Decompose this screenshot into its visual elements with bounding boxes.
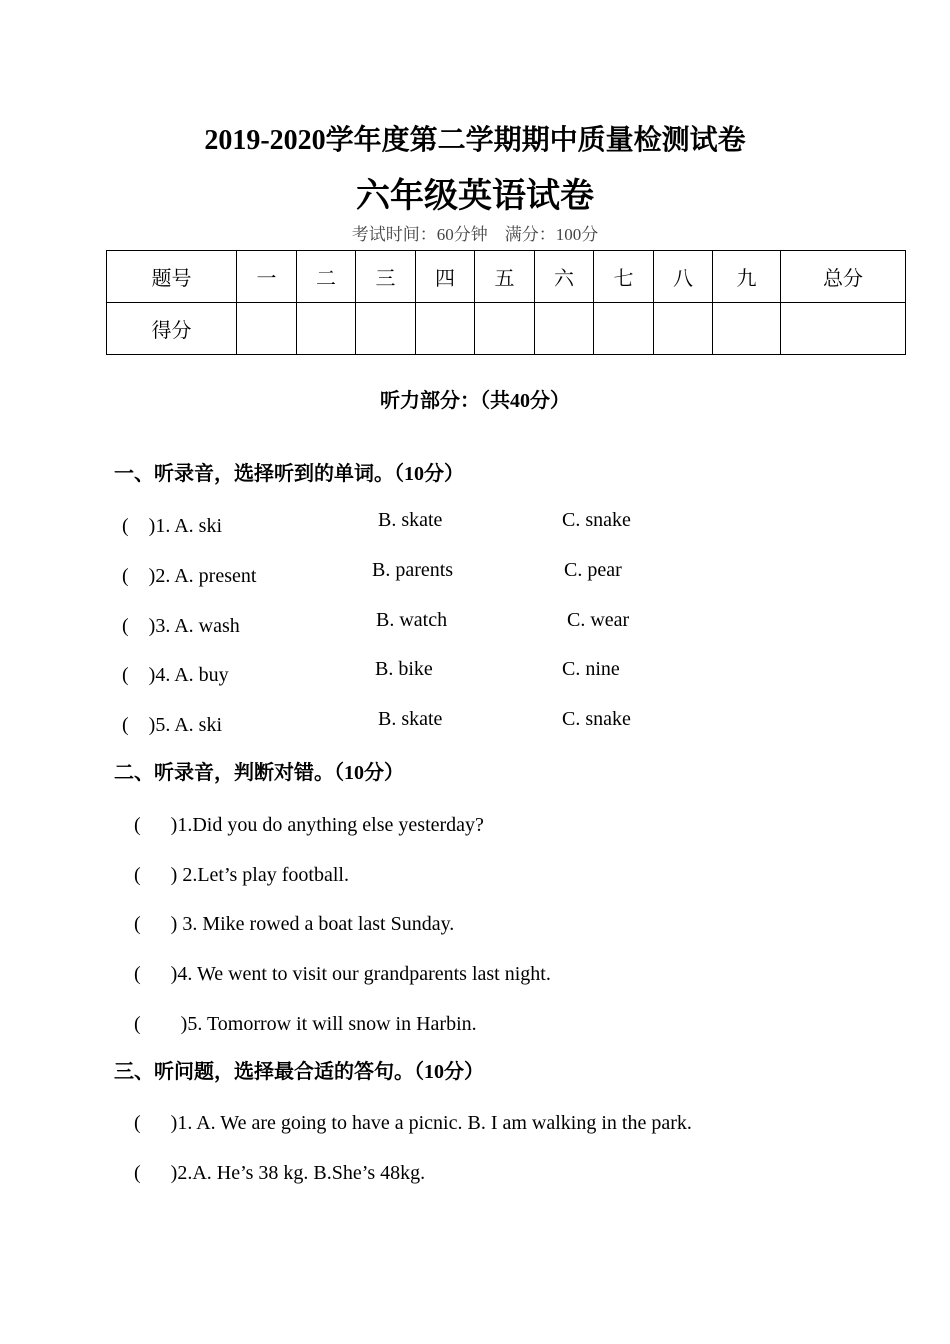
score-cell [654, 303, 713, 355]
table-header-cell: 九 [713, 251, 781, 303]
section-1-title: 一、听录音，选择听到的单词。（10分） [114, 463, 464, 485]
score-table [106, 250, 906, 355]
option-b: B. bike [375, 658, 433, 680]
table-header-cell: 题号 [107, 251, 237, 303]
question-number: ( )4. A. buy [122, 664, 229, 686]
score-cell [356, 303, 416, 355]
table-header-cell: 二 [297, 251, 356, 303]
exam-title: 2019-2020学年度第二学期期中质量检测试卷 [204, 125, 746, 156]
option-c: C. snake [562, 708, 631, 730]
question-number: ( )2. A. present [122, 565, 257, 587]
question-number: ( )5. A. ski [122, 714, 222, 736]
section-3-title: 三、听问题，选择最合适的答句。（10分） [114, 1061, 484, 1083]
section-2-title: 二、听录音，判断对错。（10分） [114, 762, 404, 784]
table-header-cell: 总分 [781, 251, 906, 303]
option-c: C. wear [567, 609, 630, 631]
exam-info: 考试时间：60分钟 满分：100分 [351, 225, 599, 244]
score-cell [297, 303, 356, 355]
option-b: B. skate [378, 509, 443, 531]
score-row-label: 得分 [107, 303, 237, 355]
table-header-cell: 六 [535, 251, 594, 303]
option-c: C. pear [564, 559, 622, 581]
list-item: ( ) 2.Let’s play football. [134, 864, 349, 886]
option-b: B. watch [376, 609, 448, 631]
list-item: ( )4. We went to visit our grandparents last night. [134, 963, 551, 985]
score-cell [237, 303, 297, 355]
score-cell [594, 303, 654, 355]
list-item: ( )2.A. He’s 38 kg. B.She’s 48kg. [134, 1162, 426, 1184]
part-title: 听力部分：（共40分） [380, 390, 570, 412]
score-cell [713, 303, 781, 355]
score-cell [416, 303, 475, 355]
score-table-score-row [107, 303, 906, 355]
table-header-cell: 四 [416, 251, 475, 303]
score-cell [475, 303, 535, 355]
list-item: ( )5. Tomorrow it will snow in Harbin. [134, 1013, 477, 1035]
score-cell [781, 303, 906, 355]
exam-subtitle: 六年级英语试卷 [356, 176, 594, 216]
score-table-header-row [107, 251, 906, 303]
table-header-cell: 八 [654, 251, 713, 303]
list-item: ( ) 3. Mike rowed a boat last Sunday. [134, 913, 455, 935]
option-c: C. snake [562, 509, 631, 531]
list-item: ( )1.Did you do anything else yesterday? [134, 814, 484, 836]
question-number: ( )3. A. wash [122, 615, 240, 637]
table-header-cell: 五 [475, 251, 535, 303]
list-item: ( )1. A. We are going to have a picnic. B. I am walking in the park. [134, 1112, 692, 1134]
option-b: B. parents [372, 559, 454, 581]
table-header-cell: 三 [356, 251, 416, 303]
table-header-cell: 七 [594, 251, 654, 303]
table-header-cell: 一 [237, 251, 297, 303]
score-cell [535, 303, 594, 355]
question-number: ( )1. A. ski [122, 515, 222, 537]
option-b: B. skate [378, 708, 443, 730]
option-c: C. nine [562, 658, 620, 680]
